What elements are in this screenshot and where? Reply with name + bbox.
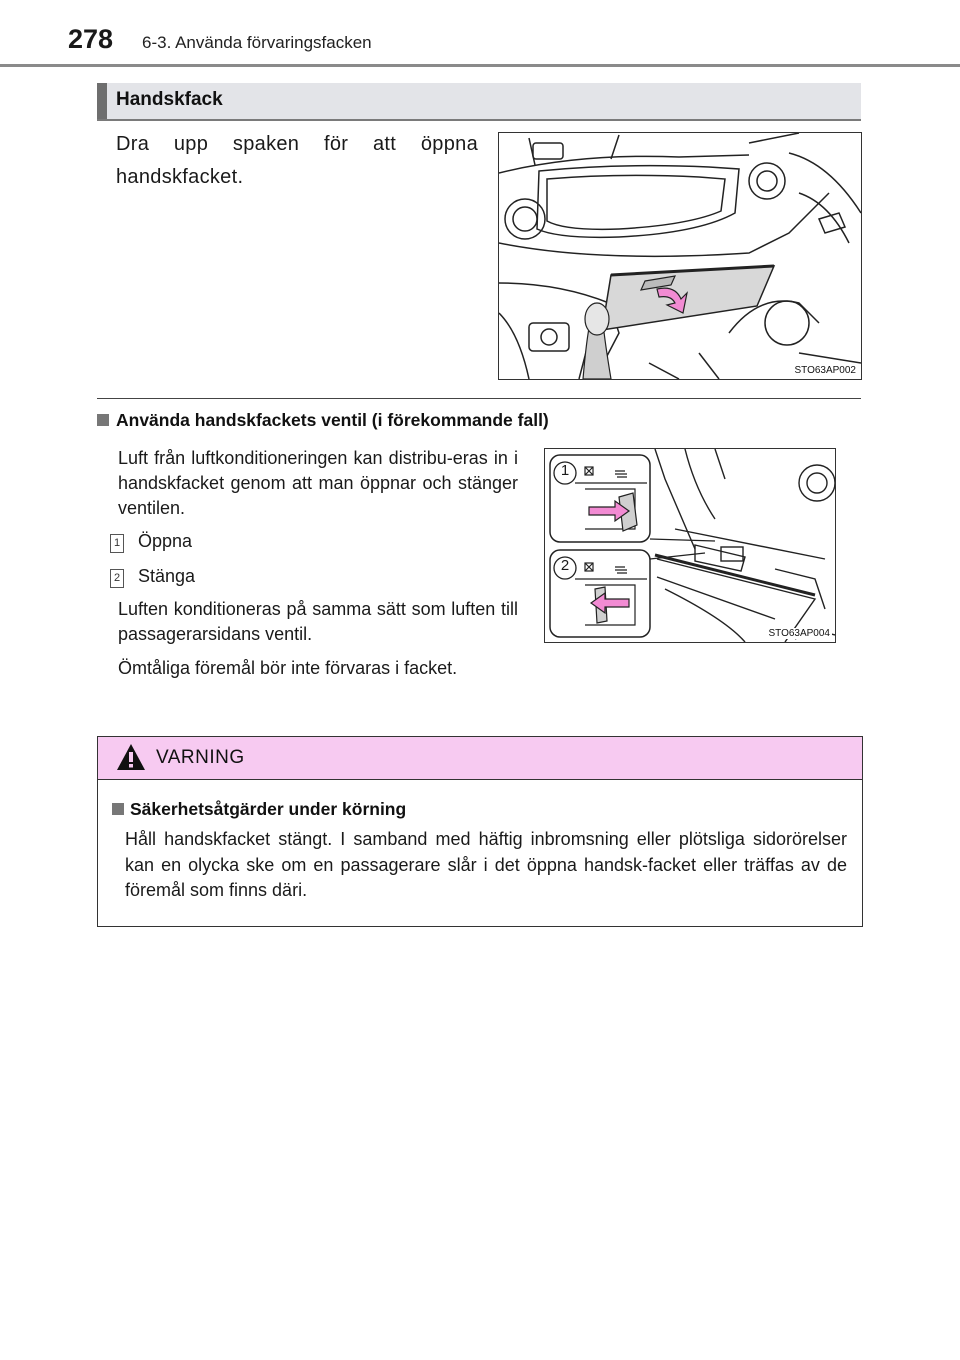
section-heading-bar (97, 83, 861, 121)
warning-title: VARNING (156, 747, 245, 768)
warning-text: Håll handskfacket stängt. I samband med häftig inbromsning eller plötsliga sidorörelser kan en olycka ske om en passagerare slår i det öppna handsk-facket eller träffas av de föremål som finns däri. (125, 829, 847, 900)
figure-code: STO63AP004 (768, 628, 830, 639)
vent-note-1: Luften konditioneras på samma sätt som luften till passagerarsidans ventil. (118, 599, 518, 644)
step-number: 2 (110, 569, 124, 588)
chapter-title: 6-3. Använda förvaringsfacken (142, 33, 372, 52)
warning-triangle-icon (116, 743, 146, 771)
step-number: 1 (110, 534, 124, 553)
vent-intro: Luft från luftkonditioneringen kan distribu-eras in i handskfacket genom att man öppnar och stänger ventilen. (118, 448, 518, 518)
callout-number: 1 (560, 462, 570, 479)
step-label: Stänga (138, 566, 196, 586)
section-intro: Dra upp spaken för att öppna handskfacket. (116, 133, 478, 188)
vent-illustration (544, 448, 836, 643)
header-divider (0, 64, 960, 67)
section-divider (97, 398, 861, 399)
figure-code: STO63AP002 (794, 365, 856, 376)
glovebox-drawing (499, 133, 861, 379)
page-number: 278 (68, 24, 114, 54)
square-bullet-icon (97, 414, 109, 426)
section-accent (97, 83, 107, 119)
warning-header (98, 737, 862, 780)
warning-subheading-text: Säkerhetsåtgärder under körning (130, 799, 407, 819)
step-item (110, 529, 192, 554)
vent-drawing (545, 449, 835, 642)
callout-number: 2 (560, 557, 570, 574)
vent-note-2: Ömtåliga föremål bör inte förvaras i facket. (118, 658, 458, 678)
glovebox-illustration (498, 132, 862, 380)
warning-box (97, 736, 863, 927)
warning-subheading (112, 799, 406, 820)
subsection-heading (97, 410, 549, 431)
step-label: Öppna (138, 531, 193, 551)
subsection-heading-text: Använda handskfackets ventil (i förekommande fall) (116, 410, 549, 430)
square-bullet-icon (112, 803, 124, 815)
step-item (110, 564, 195, 589)
section-title: Handskfack (116, 89, 223, 110)
